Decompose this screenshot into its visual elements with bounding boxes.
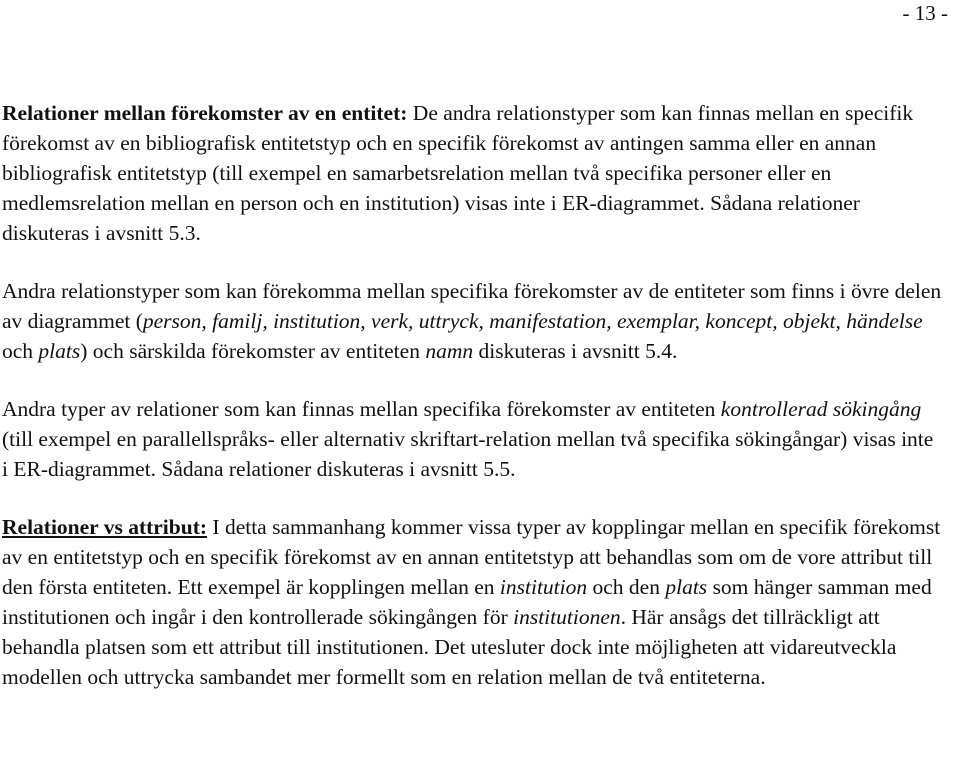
paragraph-other-relation-types xyxy=(2,276,942,366)
italic-term-namn: namn xyxy=(425,339,474,363)
italic-term-plats: plats xyxy=(665,575,708,599)
section-heading-relations-vs-attributes: Relationer vs attribut: xyxy=(2,515,208,539)
paragraph-text: Andra typer av relationer som kan finnas mellan specifika förekomster av entiteten xyxy=(2,397,721,421)
section-heading-relations-between-instances: Relationer mellan förekomster av en entitet: xyxy=(2,101,408,125)
paragraph-text: Andra relationstyper som kan förekomma mellan specifika förekomster av de entiteter som finns i övre delen av diagrammet ( xyxy=(2,279,942,333)
italic-term-kontrollerad-sokingang: kontrollerad sökingång xyxy=(720,397,922,421)
paragraph-text: ) och särskilda förekomster av entiteten xyxy=(80,339,426,363)
paragraph-text: . Här ansågs det tillräckligt att behandla platsen som ett attribut till institutionen. Det utesluter dock inte möjligheten att vidareutveckla modellen och uttrycka sambandet mer formellt som en relation mellan de två entiteterna. xyxy=(2,605,897,689)
paragraph-controlled-access-point xyxy=(2,394,942,484)
paragraph-relations-between-instances xyxy=(2,98,942,248)
italic-term-institution: institution xyxy=(499,575,588,599)
body-text xyxy=(2,98,942,692)
italic-term-plats: plats xyxy=(38,339,81,363)
paragraph-text: och xyxy=(2,339,39,363)
paragraph-text: och den xyxy=(587,575,666,599)
paragraph-text: diskuteras i avsnitt 5.4. xyxy=(473,339,678,363)
paragraph-text: (till exempel en parallellspråks- eller alternativ skriftart-relation mellan två specifika sökingångar) visas inte i ER-diagrammet. Sådana relationer diskuteras i avsnitt 5.5. xyxy=(2,427,934,481)
paragraph-text: I detta sammanhang kommer vissa typer av kopplingar mellan en specifik förekomst av en entitetstyp och en specifik förekomst av en annan entitetstyp att behandlas som om de vore attribut till den första entiteten. Ett exempel är kopplingen mellan en xyxy=(2,515,941,599)
paragraph-text: De andra relationstyper som kan finnas mellan en specifik förekomst av en bibliografisk entitetstyp och en specifik förekomst av antingen samma eller en annan bibliografisk entitetstyp (till exempel en samarbetsrelation mellan två specifika personer eller en medlemsrelation mellan en person och en institution) visas inte i ER-diagrammet. Sådana relationer diskuteras i avsnitt 5.3. xyxy=(2,101,914,245)
italic-term-list: person, familj, institution, verk, uttryck, manifestation, exemplar, koncept, objekt, händelse xyxy=(142,309,923,333)
paragraph-relations-vs-attributes xyxy=(2,512,942,692)
paragraph-text: som hänger samman med institutionen och ingår i den kontrollerade sökingången för xyxy=(2,575,932,629)
italic-term-institutionen: institutionen xyxy=(513,605,621,629)
page-number: - 13 - xyxy=(902,1,948,25)
